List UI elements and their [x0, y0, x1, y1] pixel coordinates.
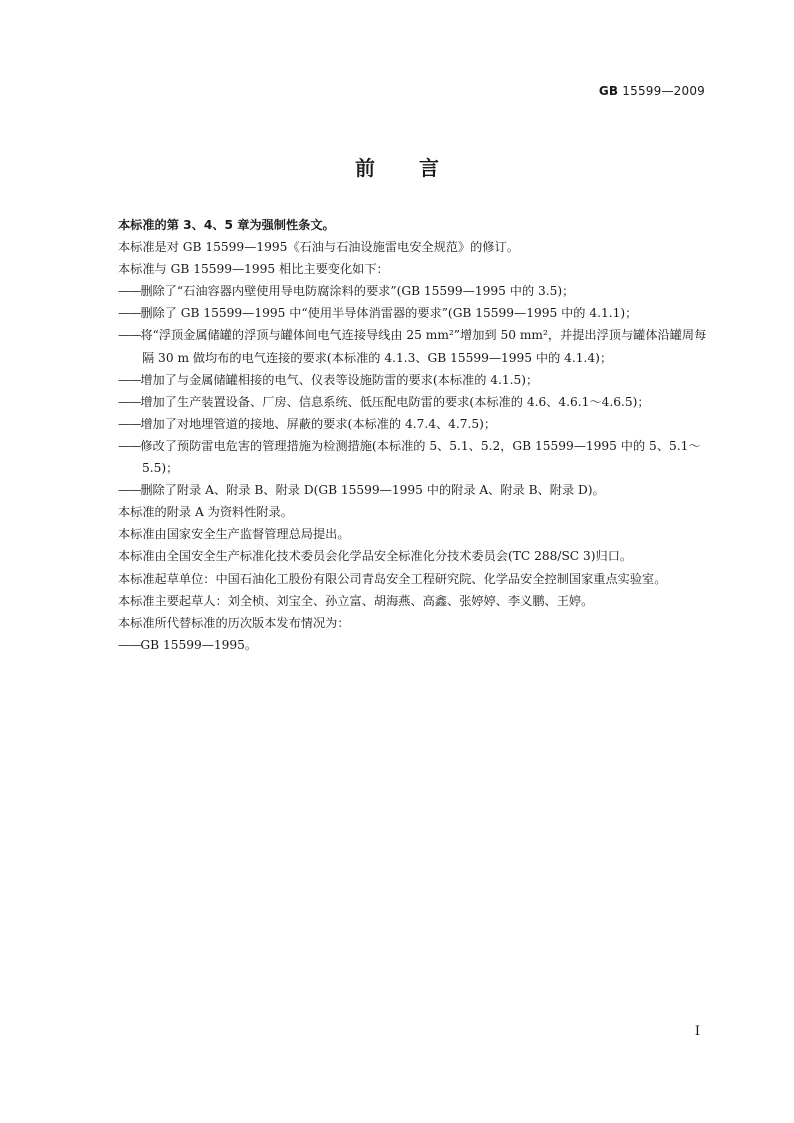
list-item-text: 增加了对地埋管道的接地、屏蔽的要求(本标准的 4.7.4、4.7.5)；: [140, 416, 497, 431]
paragraph: 本标准所代替标准的历次版本发布情况为：: [118, 615, 350, 630]
foreword-body: [94, 214, 710, 656]
change-list-item: [94, 369, 710, 391]
paragraph: 本标准主要起草人：刘全桢、刘宝全、孙立富、胡海燕、高鑫、张婷婷、李义鹏、王婷。: [118, 593, 594, 608]
list-dash: ——: [118, 483, 141, 498]
list-item-text: 将“浮顶金属储罐的浮顶与罐体间电气连接导线由 25 mm²”增加到 50 mm²，并提出浮顶与罐体沿罐周每隔 30 m 做均布的电气连接的要求(本标准的 4.1.3、GB 15599—1995 中的 4.1.4)；: [140, 328, 707, 365]
list-item-text: 删除了“石油容器内壁使用导电防腐涂料的要求”(GB 15599—1995 中的 3.5)；: [140, 284, 575, 299]
list-item-text: 增加了与金属储罐相接的电气、仪表等设施防雷的要求(本标准的 4.1.5)；: [140, 372, 539, 387]
paragraph: 本标准由全国安全生产标准化技术委员会化学品安全标准化分技术委员会(TC 288/SC 3)归口。: [118, 549, 633, 564]
change-list-item: [94, 634, 710, 656]
list-item-text: 删除了附录 A、附录 B、附录 D(GB 15599—1995 中的附录 A、附录 B、附录 D)。: [140, 483, 605, 498]
list-dash: ——: [118, 394, 141, 409]
list-item-text: 增加了生产装置设备、厂房、信息系统、低压配电防雷的要求(本标准的 4.6、4.6.1～4.6.5)；: [140, 394, 650, 409]
page-number: I: [694, 1024, 700, 1039]
page-title: 前言: [355, 156, 483, 180]
change-list-item: [94, 435, 710, 479]
document-header: [599, 84, 705, 98]
change-list-item: [94, 280, 710, 302]
list-dash: ——: [118, 438, 141, 453]
change-list-item: [94, 391, 710, 413]
paragraph: 本标准的附录 A 为资料性附录。: [118, 505, 293, 520]
change-list-item: [94, 302, 710, 324]
list-dash: ——: [118, 637, 141, 652]
list-dash: ——: [118, 306, 141, 321]
change-list-item: [94, 413, 710, 435]
paragraph: 本标准起草单位：中国石油化工股份有限公司青岛安全工程研究院、化学品安全控制国家重点实验室。: [118, 571, 667, 586]
list-item-text: GB 15599—1995。: [140, 637, 258, 652]
paragraph: 本标准与 GB 15599—1995 相比主要变化如下：: [118, 262, 389, 277]
list-item-text: 修改了预防雷电危害的管理措施为检测措施(本标准的 5、5.1、5.2，GB 15599—1995 中的 5、5.1～5.5)；: [140, 438, 701, 476]
list-dash: ——: [118, 372, 141, 387]
paragraph: 本标准由国家安全生产监督管理总局提出。: [118, 527, 350, 542]
change-list-item: [94, 479, 710, 501]
mandatory-clause-note: 本标准的第 3、4、5 章为强制性条文。: [118, 218, 335, 232]
standard-number: 15599—2009: [622, 84, 705, 98]
change-list-item: [94, 324, 710, 368]
paragraph: 本标准是对 GB 15599—1995《石油与石油设施雷电安全规范》的修订。: [118, 240, 519, 255]
list-item-text: 删除了 GB 15599—1995 中“使用半导体消雷器的要求”(GB 15599—1995 中的 4.1.1)；: [140, 306, 638, 321]
list-dash: ——: [118, 284, 141, 299]
standard-code: GB: [598, 84, 619, 98]
list-dash: ——: [118, 416, 141, 431]
list-dash: ——: [118, 328, 141, 343]
